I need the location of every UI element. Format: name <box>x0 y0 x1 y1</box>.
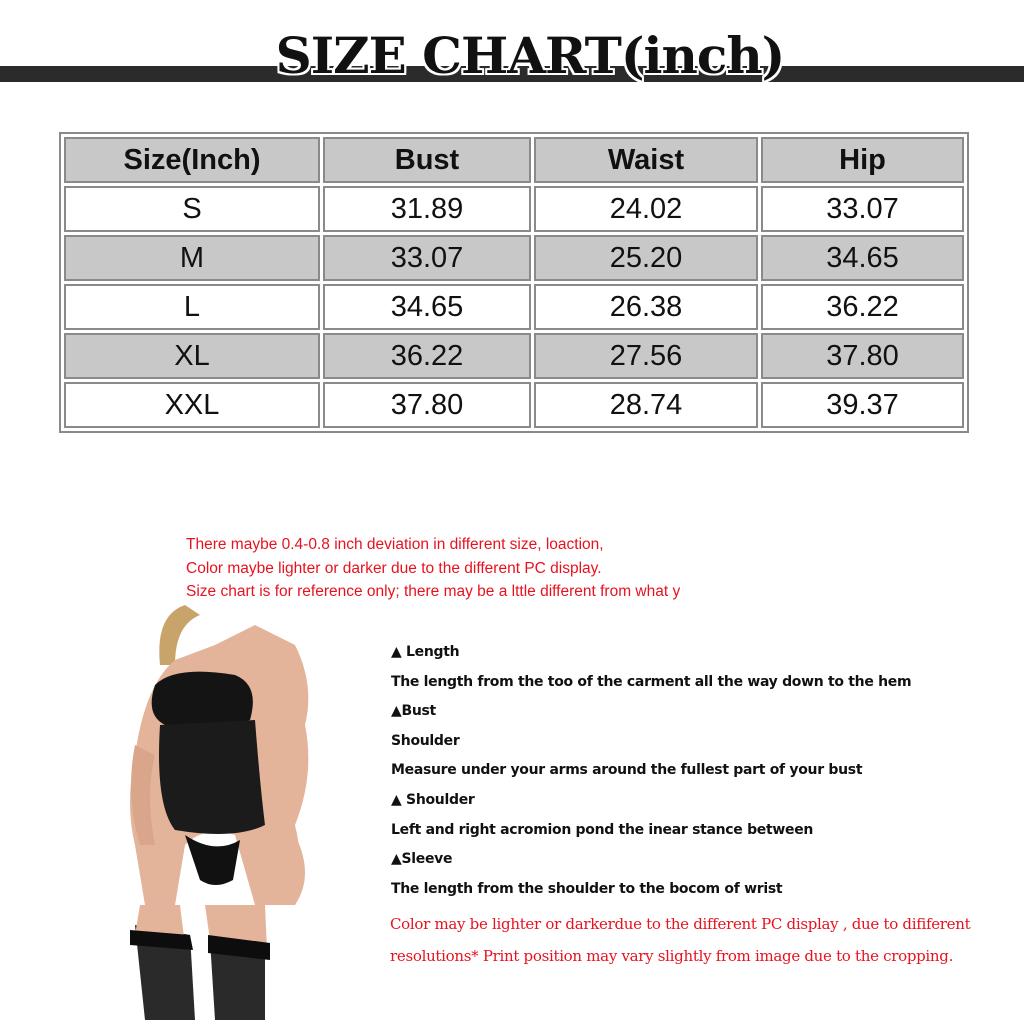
note-line: Size chart is for reference only; there may be a lttle different from what y <box>186 583 681 600</box>
cell-size: XL <box>64 333 320 379</box>
cell-size: M <box>64 235 320 281</box>
model-photo <box>115 605 360 1020</box>
header-hip: Hip <box>761 137 964 183</box>
header-size: Size(Inch) <box>64 137 320 183</box>
cell-hip: 39.37 <box>761 382 964 428</box>
guide-text: Measure under your arms around the fullest part of your bust <box>391 762 863 779</box>
cell-hip: 34.65 <box>761 235 964 281</box>
cell-size: S <box>64 186 320 232</box>
cell-waist: 26.38 <box>534 284 758 330</box>
cell-hip: 36.22 <box>761 284 964 330</box>
header-bust: Bust <box>323 137 531 183</box>
guide-text: The length from the too of the carment all the way down to the hem <box>391 673 912 690</box>
size-table <box>59 132 969 433</box>
disclaimer-line: Color may be lighter or darkerdue to the different PC display , due to dififerent <box>390 915 971 933</box>
cell-waist: 27.56 <box>534 333 758 379</box>
page-title: SIZE CHART(inch) <box>275 26 785 85</box>
table-header-row <box>64 137 964 183</box>
cell-hip: 33.07 <box>761 186 964 232</box>
cell-bust: 36.22 <box>323 333 531 379</box>
guide-text: Left and right acromion pond the inear stance between <box>391 821 814 838</box>
guide-heading-length: ▲ Length <box>391 644 460 660</box>
cell-bust: 37.80 <box>323 382 531 428</box>
table-row <box>64 333 964 379</box>
header-waist: Waist <box>534 137 758 183</box>
color-disclaimer <box>390 908 970 972</box>
cell-hip: 37.80 <box>761 333 964 379</box>
cell-bust: 33.07 <box>323 235 531 281</box>
note-line: Color maybe lighter or darker due to the different PC display. <box>186 559 602 577</box>
cell-waist: 24.02 <box>534 186 758 232</box>
table-row <box>64 284 964 330</box>
table-row <box>64 186 964 232</box>
cell-bust: 31.89 <box>323 186 531 232</box>
cell-size: L <box>64 284 320 330</box>
cell-size: XXL <box>64 382 320 428</box>
cell-waist: 28.74 <box>534 382 758 428</box>
guide-text: The length from the shoulder to the bocom of wrist <box>391 880 783 897</box>
table-row <box>64 235 964 281</box>
deviation-notes <box>186 533 734 604</box>
disclaimer-line: resolutions* Print position may vary slightly from image due to the cropping. <box>390 947 954 965</box>
guide-text: Shoulder <box>391 732 460 749</box>
note-line: There maybe 0.4-0.8 inch deviation in different size, loaction, <box>186 536 604 553</box>
cell-bust: 34.65 <box>323 284 531 330</box>
measurement-guide <box>391 642 911 908</box>
guide-heading-sleeve: ▲Sleeve <box>391 851 453 868</box>
table-row <box>64 382 964 428</box>
guide-heading-bust: ▲Bust <box>391 703 436 720</box>
guide-heading-shoulder: ▲ Shoulder <box>391 791 475 808</box>
cell-waist: 25.20 <box>534 235 758 281</box>
